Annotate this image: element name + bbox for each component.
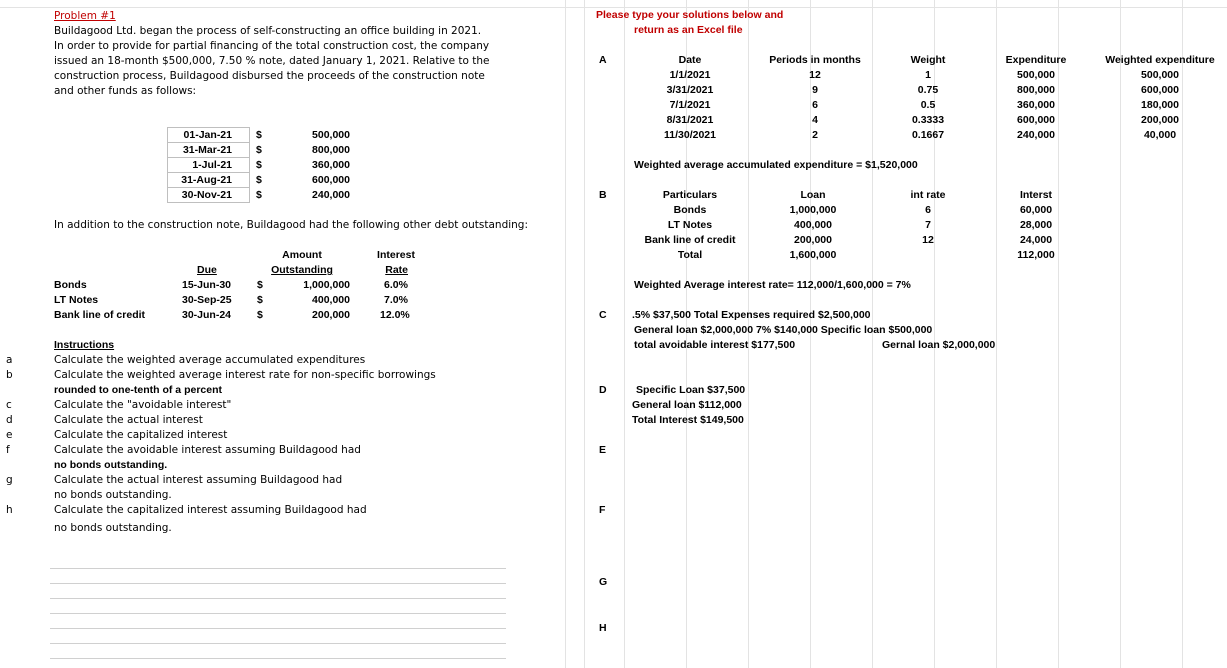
instruction-text: Calculate the avoidable interest assuming Buildagood had xyxy=(54,444,361,456)
a-header-periods: Periods in months xyxy=(769,54,861,66)
d-line: General loan $112,000 xyxy=(632,399,742,411)
b-cell: 6 xyxy=(925,204,931,216)
currency-symbol: $ xyxy=(256,189,262,201)
b-cell: 1,000,000 xyxy=(789,204,837,216)
a-cell: 4 xyxy=(812,114,818,126)
a-cell: 200,000 xyxy=(1141,114,1179,126)
instruction-letter: d xyxy=(6,414,13,426)
b-cell: LT Notes xyxy=(667,219,713,231)
section-label-c: C xyxy=(599,309,607,321)
c-line: total avoidable interest $177,500 xyxy=(634,339,796,351)
instruction-letter: f xyxy=(6,444,10,456)
c-extra: Gernal loan $2,000,000 xyxy=(882,339,996,351)
disbursement-date: 31-Mar-21 xyxy=(182,144,232,156)
a-cell: 1 xyxy=(925,69,931,81)
intro-line: and other funds as follows: xyxy=(54,85,197,97)
instruction-text: Calculate the weighted average accumulated expenditures xyxy=(54,354,366,366)
instruction-letter: c xyxy=(6,399,12,411)
currency-symbol: $ xyxy=(256,144,262,156)
a-cell: 6 xyxy=(812,99,818,111)
currency-symbol: $ xyxy=(257,309,263,321)
instruction-letter: b xyxy=(6,369,13,381)
currency-symbol: $ xyxy=(257,294,263,306)
section-label-h: H xyxy=(599,622,607,634)
section-label-f: F xyxy=(599,504,606,516)
debt-rate: 7.0% xyxy=(384,294,408,306)
a-header-weight: Weight xyxy=(910,54,946,66)
a-cell: 12 xyxy=(809,69,821,81)
a-cell: 240,000 xyxy=(1017,129,1055,141)
a-header-expenditure: Expenditure xyxy=(1005,54,1067,66)
instructions-title: Instructions xyxy=(54,339,115,351)
c-line: General loan $2,000,000 7% $140,000 Specific loan $500,000 xyxy=(634,324,933,336)
a-cell: 500,000 xyxy=(1141,69,1179,81)
outstanding-header: Outstanding xyxy=(271,264,333,276)
debt-due: 30-Jun-24 xyxy=(182,309,232,321)
currency-symbol: $ xyxy=(256,159,262,171)
instruction-letter: g xyxy=(6,474,13,486)
rate-header: Interest xyxy=(377,249,415,261)
instruction-text: Calculate the actual interest xyxy=(54,414,203,426)
amount-header: Amount xyxy=(282,249,322,261)
debt-amount: 1,000,000 xyxy=(303,279,350,291)
instruction-text: Calculate the capitalized interest xyxy=(54,429,228,441)
instruction-text: Calculate the "avoidable interest" xyxy=(54,399,232,411)
section-label-a: A xyxy=(599,54,607,66)
debt-rate: 12.0% xyxy=(380,309,410,321)
b-cell: Total xyxy=(677,249,703,261)
instruction-text: no bonds outstanding. xyxy=(54,459,168,471)
a-header-weighted: Weighted expenditure xyxy=(1105,54,1215,66)
b-header-loan: Loan xyxy=(800,189,826,201)
b-cell: 60,000 xyxy=(1019,204,1053,216)
due-header: Due xyxy=(197,264,217,276)
a-cell: 0.5 xyxy=(920,99,936,111)
solution-header: Please type your solutions below and xyxy=(596,9,784,21)
a-cell: 180,000 xyxy=(1141,99,1179,111)
d-line: Total Interest $149,500 xyxy=(632,414,744,426)
disbursement-amount: 500,000 xyxy=(312,129,350,141)
b-cell: 1,600,000 xyxy=(789,249,837,261)
a-cell: 360,000 xyxy=(1017,99,1055,111)
a-header-date: Date xyxy=(678,54,702,66)
b-cell: Bank line of credit xyxy=(644,234,736,246)
b-cell: 112,000 xyxy=(1017,249,1055,261)
a-cell: 8/31/2021 xyxy=(666,114,714,126)
a-result: Weighted average accumulated expenditure = $1,520,000 xyxy=(634,159,918,171)
instruction-text: rounded to one-tenth of a percent xyxy=(54,384,222,396)
a-cell: 1/1/2021 xyxy=(669,69,711,81)
b-header-interest: Interst xyxy=(1019,189,1053,201)
b-cell: 24,000 xyxy=(1019,234,1053,246)
d-line: Specific Loan $37,500 xyxy=(636,384,746,396)
a-cell: 0.3333 xyxy=(911,114,945,126)
a-cell: 600,000 xyxy=(1017,114,1055,126)
instruction-text: no bonds outstanding. xyxy=(54,522,172,534)
a-cell: 0.1667 xyxy=(911,129,945,141)
debt-amount: 200,000 xyxy=(312,309,350,321)
other-debt-intro: In addition to the construction note, Buildagood had the following other debt outstanding: xyxy=(54,219,529,231)
debt-name: Bonds xyxy=(54,279,87,291)
a-cell: 7/1/2021 xyxy=(669,99,711,111)
b-cell: 7 xyxy=(925,219,931,231)
b-cell: 12 xyxy=(922,234,934,246)
solution-subheader: return as an Excel file xyxy=(634,24,743,36)
instruction-letter: h xyxy=(6,504,13,516)
disbursement-amount: 240,000 xyxy=(312,189,350,201)
b-header-rate: int rate xyxy=(910,189,946,201)
disbursement-date: 30-Nov-21 xyxy=(181,189,232,201)
debt-due: 30-Sep-25 xyxy=(182,294,232,306)
a-cell: 0.75 xyxy=(917,84,939,96)
a-cell: 40,000 xyxy=(1143,129,1177,141)
b-cell: 400,000 xyxy=(794,219,832,231)
disbursement-amount: 800,000 xyxy=(312,144,350,156)
debt-amount: 400,000 xyxy=(312,294,350,306)
b-header-particulars: Particulars xyxy=(662,189,718,201)
section-label-b: B xyxy=(599,189,607,201)
instruction-letter: a xyxy=(6,354,13,366)
a-cell: 3/31/2021 xyxy=(666,84,714,96)
a-cell: 2 xyxy=(812,129,818,141)
b-cell: 200,000 xyxy=(794,234,832,246)
instruction-text: Calculate the actual interest assuming Buildagood had xyxy=(54,474,343,486)
intro-line: In order to provide for partial financing of the total construction cost, the company xyxy=(54,40,490,52)
a-cell: 9 xyxy=(812,84,818,96)
b-result: Weighted Average interest rate= 112,000/1,600,000 = 7% xyxy=(634,279,911,291)
b-cell: 28,000 xyxy=(1019,219,1053,231)
debt-due: 15-Jun-30 xyxy=(182,279,232,291)
disbursement-date: 31-Aug-21 xyxy=(181,174,232,186)
section-label-d: D xyxy=(599,384,607,396)
currency-symbol: $ xyxy=(257,279,263,291)
a-cell: 800,000 xyxy=(1017,84,1055,96)
debt-name: Bank line of credit xyxy=(54,309,146,321)
currency-symbol: $ xyxy=(256,129,262,141)
instruction-text: Calculate the capitalized interest assuming Buildagood had xyxy=(54,504,367,516)
instruction-letter: e xyxy=(6,429,13,441)
rate-header-bottom: Rate xyxy=(385,264,408,276)
debt-name: LT Notes xyxy=(54,294,99,306)
intro-line: Buildagood Ltd. began the process of self-constructing an office building in 2021. xyxy=(54,25,482,37)
disbursement-amount: 600,000 xyxy=(312,174,350,186)
a-cell: 11/30/2021 xyxy=(664,129,716,141)
b-cell: Bonds xyxy=(673,204,707,216)
a-cell: 500,000 xyxy=(1017,69,1055,81)
a-cell: 600,000 xyxy=(1141,84,1179,96)
section-label-e: E xyxy=(599,444,607,456)
c-line: .5% $37,500 Total Expenses required $2,500,000 xyxy=(632,309,871,321)
instruction-text: no bonds outstanding. xyxy=(54,489,172,501)
section-label-g: G xyxy=(599,576,608,588)
disbursement-date: 01-Jan-21 xyxy=(183,129,232,141)
disbursement-amount: 360,000 xyxy=(312,159,350,171)
disbursement-date: 1-Jul-21 xyxy=(192,159,232,171)
intro-line: issued an 18-month $500,000, 7.50 % note, dated January 1, 2021. Relative to the xyxy=(54,55,490,67)
debt-rate: 6.0% xyxy=(384,279,408,291)
intro-line: construction process, Buildagood disbursed the proceeds of the construction note xyxy=(54,70,485,82)
instruction-text: Calculate the weighted average interest rate for non-specific borrowings xyxy=(54,369,436,381)
currency-symbol: $ xyxy=(256,174,262,186)
problem-title: Problem #1 xyxy=(54,10,116,22)
